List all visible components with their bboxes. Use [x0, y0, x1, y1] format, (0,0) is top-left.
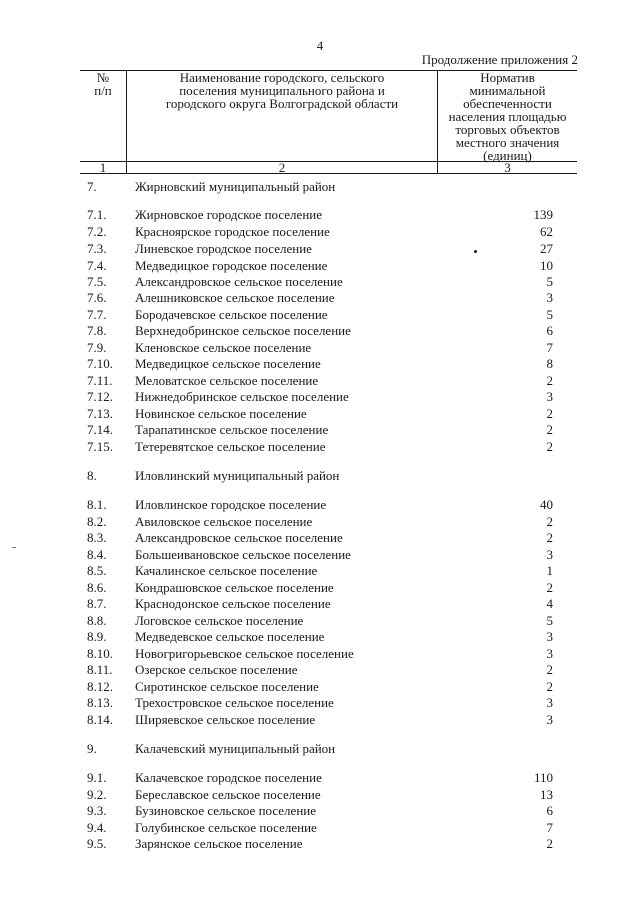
district-name: Жирновский муниципальный район	[135, 179, 336, 194]
settlement-name: Тетеревятское сельское поселение	[135, 439, 326, 454]
row-number: 7.12.	[87, 389, 113, 404]
table-row	[0, 514, 640, 530]
row-number: 9.1.	[87, 770, 107, 785]
norm-value: 5	[546, 307, 553, 322]
settlement-name: Медведицкое сельское поселение	[135, 356, 321, 371]
table-row	[0, 340, 640, 356]
norm-value: 2	[546, 580, 553, 595]
settlement-name: Зарянское сельское поселение	[135, 836, 303, 851]
row-number: 7.11.	[87, 373, 113, 388]
norm-value: 2	[546, 679, 553, 694]
table-row	[0, 323, 640, 339]
table-row	[0, 712, 640, 728]
settlement-name: Береславское сельское поселение	[135, 787, 321, 802]
row-number: 8.12.	[87, 679, 113, 694]
row-number: 7.5.	[87, 274, 107, 289]
row-number: 7.4.	[87, 258, 107, 273]
continuation-note: Продолжение приложения 2	[421, 52, 578, 67]
row-number: 7.8.	[87, 323, 107, 338]
norm-value: 2	[546, 406, 553, 421]
settlement-name: Александровское сельское поселение	[135, 274, 343, 289]
norm-value: 139	[533, 207, 553, 222]
row-number: 7.7.	[87, 307, 107, 322]
settlement-name: Медведицкое городское поселение	[135, 258, 328, 273]
norm-value: 3	[546, 695, 553, 710]
row-number: 8.3.	[87, 530, 107, 545]
norm-value: 2	[546, 373, 553, 388]
norm-value: 5	[546, 274, 553, 289]
row-number: 7.9.	[87, 340, 107, 355]
norm-value: 3	[546, 290, 553, 305]
table-row	[0, 274, 640, 290]
table-row	[0, 629, 640, 645]
settlement-name: Трехостровское сельское поселение	[135, 695, 334, 710]
row-number: 7.3.	[87, 241, 107, 256]
header-index-3: 3	[504, 160, 511, 175]
table-row	[0, 836, 640, 852]
norm-value: 2	[546, 439, 553, 454]
row-number: 7.6.	[87, 290, 107, 305]
section-heading-row	[0, 468, 640, 484]
norm-value: 2	[546, 530, 553, 545]
norm-value: 3	[546, 547, 553, 562]
table-row	[0, 563, 640, 579]
table-row	[0, 679, 640, 695]
table-row	[0, 373, 640, 389]
table-header	[80, 70, 577, 174]
settlement-name: Медведевское сельское поселение	[135, 629, 325, 644]
norm-value: 6	[546, 323, 553, 338]
table-row	[0, 422, 640, 438]
table-row	[0, 290, 640, 306]
row-number: 9.	[87, 741, 97, 756]
norm-value: 13	[540, 787, 553, 802]
norm-value: 2	[546, 514, 553, 529]
row-number: 8.8.	[87, 613, 107, 628]
settlement-name: Кленовское сельское поселение	[135, 340, 312, 355]
table-row	[0, 547, 640, 563]
row-number: 9.3.	[87, 803, 107, 818]
district-name: Иловлинский муниципальный район	[135, 468, 340, 483]
norm-value: 7	[546, 820, 553, 835]
table-row	[0, 596, 640, 612]
norm-value: 3	[546, 712, 553, 727]
row-number: 7.13.	[87, 406, 113, 421]
section-heading-row	[0, 741, 640, 757]
table-row	[0, 439, 640, 455]
row-number: 8.	[87, 468, 97, 483]
table-row	[0, 224, 640, 240]
row-number: 7.15.	[87, 439, 113, 454]
row-number: 8.1.	[87, 497, 107, 512]
table-row	[0, 241, 640, 257]
norm-value: 2	[546, 662, 553, 677]
norm-value: 3	[546, 629, 553, 644]
settlement-name: Ширяевское сельское поселение	[135, 712, 316, 727]
row-number: 9.4.	[87, 820, 107, 835]
table-row	[0, 695, 640, 711]
row-number: 7.	[87, 179, 97, 194]
row-number: 7.10.	[87, 356, 113, 371]
header-col-name: Наименование городского, сельского поселения муниципального района и городского округа Волгоградской области	[165, 70, 399, 111]
table-row	[0, 389, 640, 405]
table-row	[0, 580, 640, 596]
norm-value: 110	[533, 770, 553, 785]
settlement-name: Большеивановское сельское поселение	[135, 547, 351, 562]
header-index-2: 2	[278, 160, 286, 175]
table-row	[0, 258, 640, 274]
norm-value: 40	[540, 497, 553, 512]
row-number: 7.1.	[87, 207, 107, 222]
settlement-name: Авиловское сельское поселение	[135, 514, 313, 529]
row-number: 8.11.	[87, 662, 113, 677]
settlement-name: Сиротинское сельское поселение	[135, 679, 319, 694]
norm-value: 2	[546, 422, 553, 437]
row-number: 8.2.	[87, 514, 107, 529]
norm-value: 10	[540, 258, 553, 273]
table-row	[0, 207, 640, 223]
table-row	[0, 646, 640, 662]
norm-value: 62	[540, 224, 553, 239]
settlement-name: Алешниковское сельское поселение	[135, 290, 335, 305]
settlement-name: Калачевское городское поселение	[135, 770, 322, 785]
settlement-name: Новогригорьевское сельское поселение	[135, 646, 354, 661]
settlement-name: Жирновское городское поселение	[135, 207, 323, 222]
settlement-name: Бузиновское сельское поселение	[135, 803, 316, 818]
table-row	[0, 406, 640, 422]
row-number: 8.13.	[87, 695, 113, 710]
table-row	[0, 307, 640, 323]
table-row	[0, 662, 640, 678]
settlement-name: Тарапатинское сельское поселение	[135, 422, 329, 437]
header-col-norm: Норматив минимальной обеспеченности населения площадью торговых объектов местного значения (единиц)	[448, 70, 567, 163]
settlement-name: Голубинское сельское поселение	[135, 820, 317, 835]
page-number: 4	[316, 38, 324, 53]
district-name: Калачевский муниципальный район	[135, 741, 336, 756]
settlement-name: Кондрашовское сельское поселение	[135, 580, 334, 595]
table-row	[0, 787, 640, 803]
table-row	[0, 820, 640, 836]
row-number: 8.10.	[87, 646, 113, 661]
settlement-name: Меловатское сельское поселение	[135, 373, 319, 388]
norm-value: 27	[540, 241, 553, 256]
norm-value: 3	[546, 646, 553, 661]
settlement-name: Логовское сельское поселение	[135, 613, 304, 628]
norm-value: 2	[546, 836, 553, 851]
table-row	[0, 613, 640, 629]
table-row	[0, 803, 640, 819]
settlement-name: Александровское сельское поселение	[135, 530, 343, 545]
scan-margin-mark	[12, 547, 16, 548]
table-row	[0, 497, 640, 513]
settlement-name: Краснодонское сельское поселение	[135, 596, 331, 611]
row-number: 8.4.	[87, 547, 107, 562]
norm-value: 5	[546, 613, 553, 628]
row-number: 7.2.	[87, 224, 107, 239]
row-number: 9.2.	[87, 787, 107, 802]
norm-value: 3	[546, 389, 553, 404]
row-number: 7.14.	[87, 422, 113, 437]
row-number: 8.7.	[87, 596, 107, 611]
scan-dot-mark	[474, 250, 477, 253]
section-heading-row	[0, 179, 640, 195]
norm-value: 4	[546, 596, 553, 611]
norm-value: 6	[546, 803, 553, 818]
header-col-number: № п/п	[94, 70, 112, 98]
norm-value: 1	[546, 563, 553, 578]
table-row	[0, 530, 640, 546]
settlement-name: Бородачевское сельское поселение	[135, 307, 328, 322]
row-number: 8.5.	[87, 563, 107, 578]
row-number: 8.6.	[87, 580, 107, 595]
row-number: 8.9.	[87, 629, 107, 644]
settlement-name: Озерское сельское поселение	[135, 662, 298, 677]
settlement-name: Красноярское городское поселение	[135, 224, 330, 239]
header-index-1: 1	[99, 160, 107, 175]
norm-value: 7	[546, 340, 553, 355]
table-row	[0, 770, 640, 786]
settlement-name: Качалинское сельское поселение	[135, 563, 318, 578]
settlement-name: Нижнедобринское сельское поселение	[135, 389, 349, 404]
row-number: 8.14.	[87, 712, 113, 727]
row-number: 9.5.	[87, 836, 107, 851]
settlement-name: Верхнедобринское сельское поселение	[135, 323, 351, 338]
norm-value: 8	[546, 356, 553, 371]
settlement-name: Новинское сельское поселение	[135, 406, 307, 421]
table-row	[0, 356, 640, 372]
settlement-name: Линевское городское поселение	[135, 241, 312, 256]
settlement-name: Иловлинское городское поселение	[135, 497, 327, 512]
